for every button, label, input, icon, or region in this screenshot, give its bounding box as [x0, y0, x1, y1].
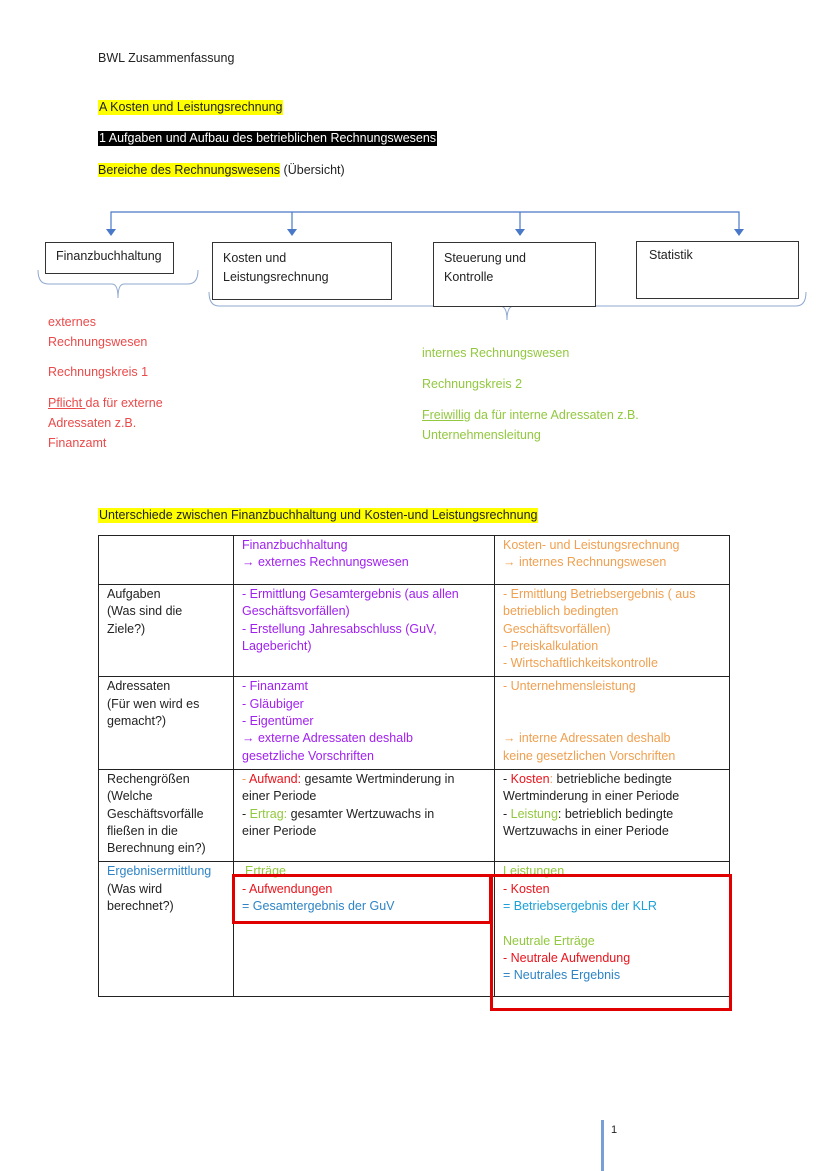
extern-line: Finanzamt [48, 436, 107, 450]
label-line: Ziele?) [107, 621, 146, 636]
cell-line: - Gläubiger [242, 696, 304, 711]
freiwillig-word: Freiwillig [422, 408, 471, 422]
highlight-frame-fibu [232, 874, 492, 924]
row-label [99, 677, 234, 769]
cell-line: - Wirtschaftlichkeitskontrolle [503, 656, 658, 671]
cell-line: → externe Adressaten deshalb [242, 731, 413, 746]
page-number: 1 [611, 1124, 618, 1136]
fibu-cell [234, 769, 495, 861]
label-line: Geschäftsvorfälle [107, 806, 204, 821]
row-label [99, 585, 234, 677]
header-text: Kosten- und Leistungsrechnung [503, 538, 680, 552]
cell-line: einer Periode [242, 789, 317, 804]
extern-line: Adressaten z.B. [48, 416, 137, 430]
kosten-text: betriebliche bedingte [553, 771, 672, 786]
cell-line: Geschäftsvorfällen) [242, 604, 350, 619]
label-line: berechnet?) [107, 899, 174, 914]
cell-line: - Ermittlung Betriebsergebnis ( aus [503, 587, 696, 601]
cell-line: Lagebericht) [242, 638, 312, 653]
intern-line: internes Rechnungswesen [422, 346, 570, 360]
header-fibu [234, 536, 495, 585]
cell-line: einer Periode [242, 823, 317, 838]
cell-line: Wertminderung in einer Periode [503, 789, 680, 804]
aufwand-line [242, 771, 486, 788]
arrow-heads [106, 229, 744, 236]
leistung-text: : betrieblich bedingte [557, 806, 674, 821]
brace-extern [38, 270, 198, 298]
kosten-line: - Kosten [503, 881, 550, 896]
section-a-heading: A Kosten und Leistungsrechnung [99, 100, 283, 114]
ertraege-line: Erträge [245, 864, 286, 879]
intern-line: Unternehmensleitung [422, 428, 541, 442]
extern-line: externes [48, 315, 96, 329]
header-empty-cell [99, 536, 234, 585]
label-line: (Welche [107, 789, 153, 804]
betriebsergebnis-line: = Betriebsergebnis der KLR [503, 899, 657, 914]
extern-description [48, 312, 163, 453]
cell-line: → interne Adressaten deshalb [503, 731, 671, 746]
label-line: gemacht?) [107, 714, 167, 729]
neutrale-aufwendung-line: - Neutrale Aufwendung [503, 950, 631, 965]
box-steuerung-kontrolle [433, 242, 596, 307]
box-label: Finanzbuchhaltung [56, 249, 162, 263]
klr-cell [495, 677, 730, 769]
neutrale-ertraege-line: Neutrale Erträge [503, 933, 595, 948]
label-line: Adressaten [107, 679, 171, 694]
chapter-1-heading: 1 Aufgaben und Aufbau des betrieblichen Rechnungswesens [99, 131, 437, 145]
ertrag-line [242, 806, 486, 823]
fibu-cell [234, 585, 495, 677]
box-label: Steuerung und [444, 251, 527, 265]
dash: - [242, 771, 249, 786]
klr-cell [495, 769, 730, 861]
label-line: Rechengrößen [107, 771, 190, 786]
cell-line: - Eigentümer [242, 714, 314, 729]
rechnungskreis-2: Rechnungskreis 2 [422, 377, 523, 391]
label-line: fließen in die [107, 823, 178, 838]
cell-spacer [503, 713, 721, 730]
row-label [99, 769, 234, 861]
klr-cell [495, 585, 730, 677]
document-title: BWL Zusammenfassung [98, 51, 235, 65]
extern-line: Rechnungswesen [48, 335, 148, 349]
cell-line: - Ermittlung Gesamtergebnis (aus allen [242, 587, 459, 601]
pflicht-word: Pflicht [48, 396, 86, 410]
leistungen-line: Leistungen [503, 864, 565, 879]
cell-line: keine gesetzlichen Vorschriften [503, 748, 676, 763]
box-label: Kontrolle [444, 270, 494, 284]
ertrag-term: Ertrag: [249, 806, 288, 821]
label-line: Aufgaben [107, 587, 161, 601]
aufwendungen-line: - Aufwendungen [242, 881, 333, 896]
cell-line: Wertzuwachs in einer Periode [503, 823, 669, 838]
label-line: Berechnung ein?) [107, 841, 206, 856]
bereiche-heading: Bereiche des Rechnungswesens [98, 163, 281, 177]
arrow-connector-lines [111, 212, 739, 230]
aufwand-text: gesamte Wertminderung in [301, 771, 455, 786]
label-line: (Was wird [107, 881, 163, 896]
box-finanzbuchhaltung [45, 242, 174, 274]
freiwillig-rest: da für interne Adressaten z.B. [470, 408, 639, 422]
header-klr [495, 536, 730, 585]
header-text: → externes Rechnungswesen [242, 555, 409, 570]
kosten-term: Kosten [510, 771, 550, 786]
page-number-bar [601, 1120, 604, 1171]
table-row-rechengroessen [99, 769, 730, 861]
header-text: Finanzbuchhaltung [242, 538, 348, 552]
comparison-heading: Unterschiede zwischen Finanzbuchhaltung und Kosten-und Leistungsrechnung [99, 508, 538, 522]
label-line: (Für wen wird es [107, 696, 200, 711]
colon: : [549, 771, 554, 786]
dash: - [242, 806, 250, 821]
table-row-adressaten [99, 677, 730, 769]
box-label: Leistungsrechnung [223, 270, 329, 284]
neutrales-ergebnis-line: = Neutrales Ergebnis [503, 968, 621, 983]
cell-line: - Preiskalkulation [503, 638, 599, 653]
cell-line: betrieblich bedingten [503, 604, 619, 619]
dash: - [503, 806, 511, 821]
kosten-line [503, 771, 721, 788]
box-label: Statistik [649, 248, 693, 262]
cell-line: - Finanzamt [242, 679, 308, 694]
gesamtergebnis-line: = Gesamtergebnis der GuV [242, 899, 395, 914]
intern-description [422, 343, 639, 445]
row-label [99, 862, 234, 997]
cell-line: Geschäftsvorfällen) [503, 621, 611, 636]
box-kosten-leistungsrechnung [212, 242, 392, 300]
box-label: Kosten und [223, 251, 287, 265]
dash: - [503, 771, 511, 786]
table-row-aufgaben [99, 585, 730, 677]
highlight-frame-klr [490, 874, 732, 1011]
ertrag-text: gesamter Wertzuwachs in [287, 806, 435, 821]
pflicht-rest: da für externe [85, 396, 163, 410]
pflicht-line [48, 393, 163, 413]
label-title: Ergebnisermittlung [107, 864, 212, 879]
label-line: (Was sind die [107, 604, 183, 619]
leistung-term: Leistung [510, 806, 558, 821]
cell-line: - Erstellung Jahresabschluss (GuV, [242, 621, 437, 636]
rechnungskreis-1: Rechnungskreis 1 [48, 365, 149, 379]
header-text: → internes Rechnungswesen [503, 555, 667, 570]
leistung-line [503, 806, 721, 823]
fibu-cell [234, 677, 495, 769]
aufwand-term: Aufwand: [248, 771, 302, 786]
cell-line: gesetzliche Vorschriften [242, 748, 375, 763]
freiwillig-line [422, 405, 639, 425]
box-statistik [636, 241, 799, 299]
bereiche-note: (Übersicht) [283, 163, 345, 177]
cell-spacer [503, 696, 721, 713]
cell-line: - Unternehmensleistung [503, 679, 636, 694]
table-header-row [99, 536, 730, 585]
